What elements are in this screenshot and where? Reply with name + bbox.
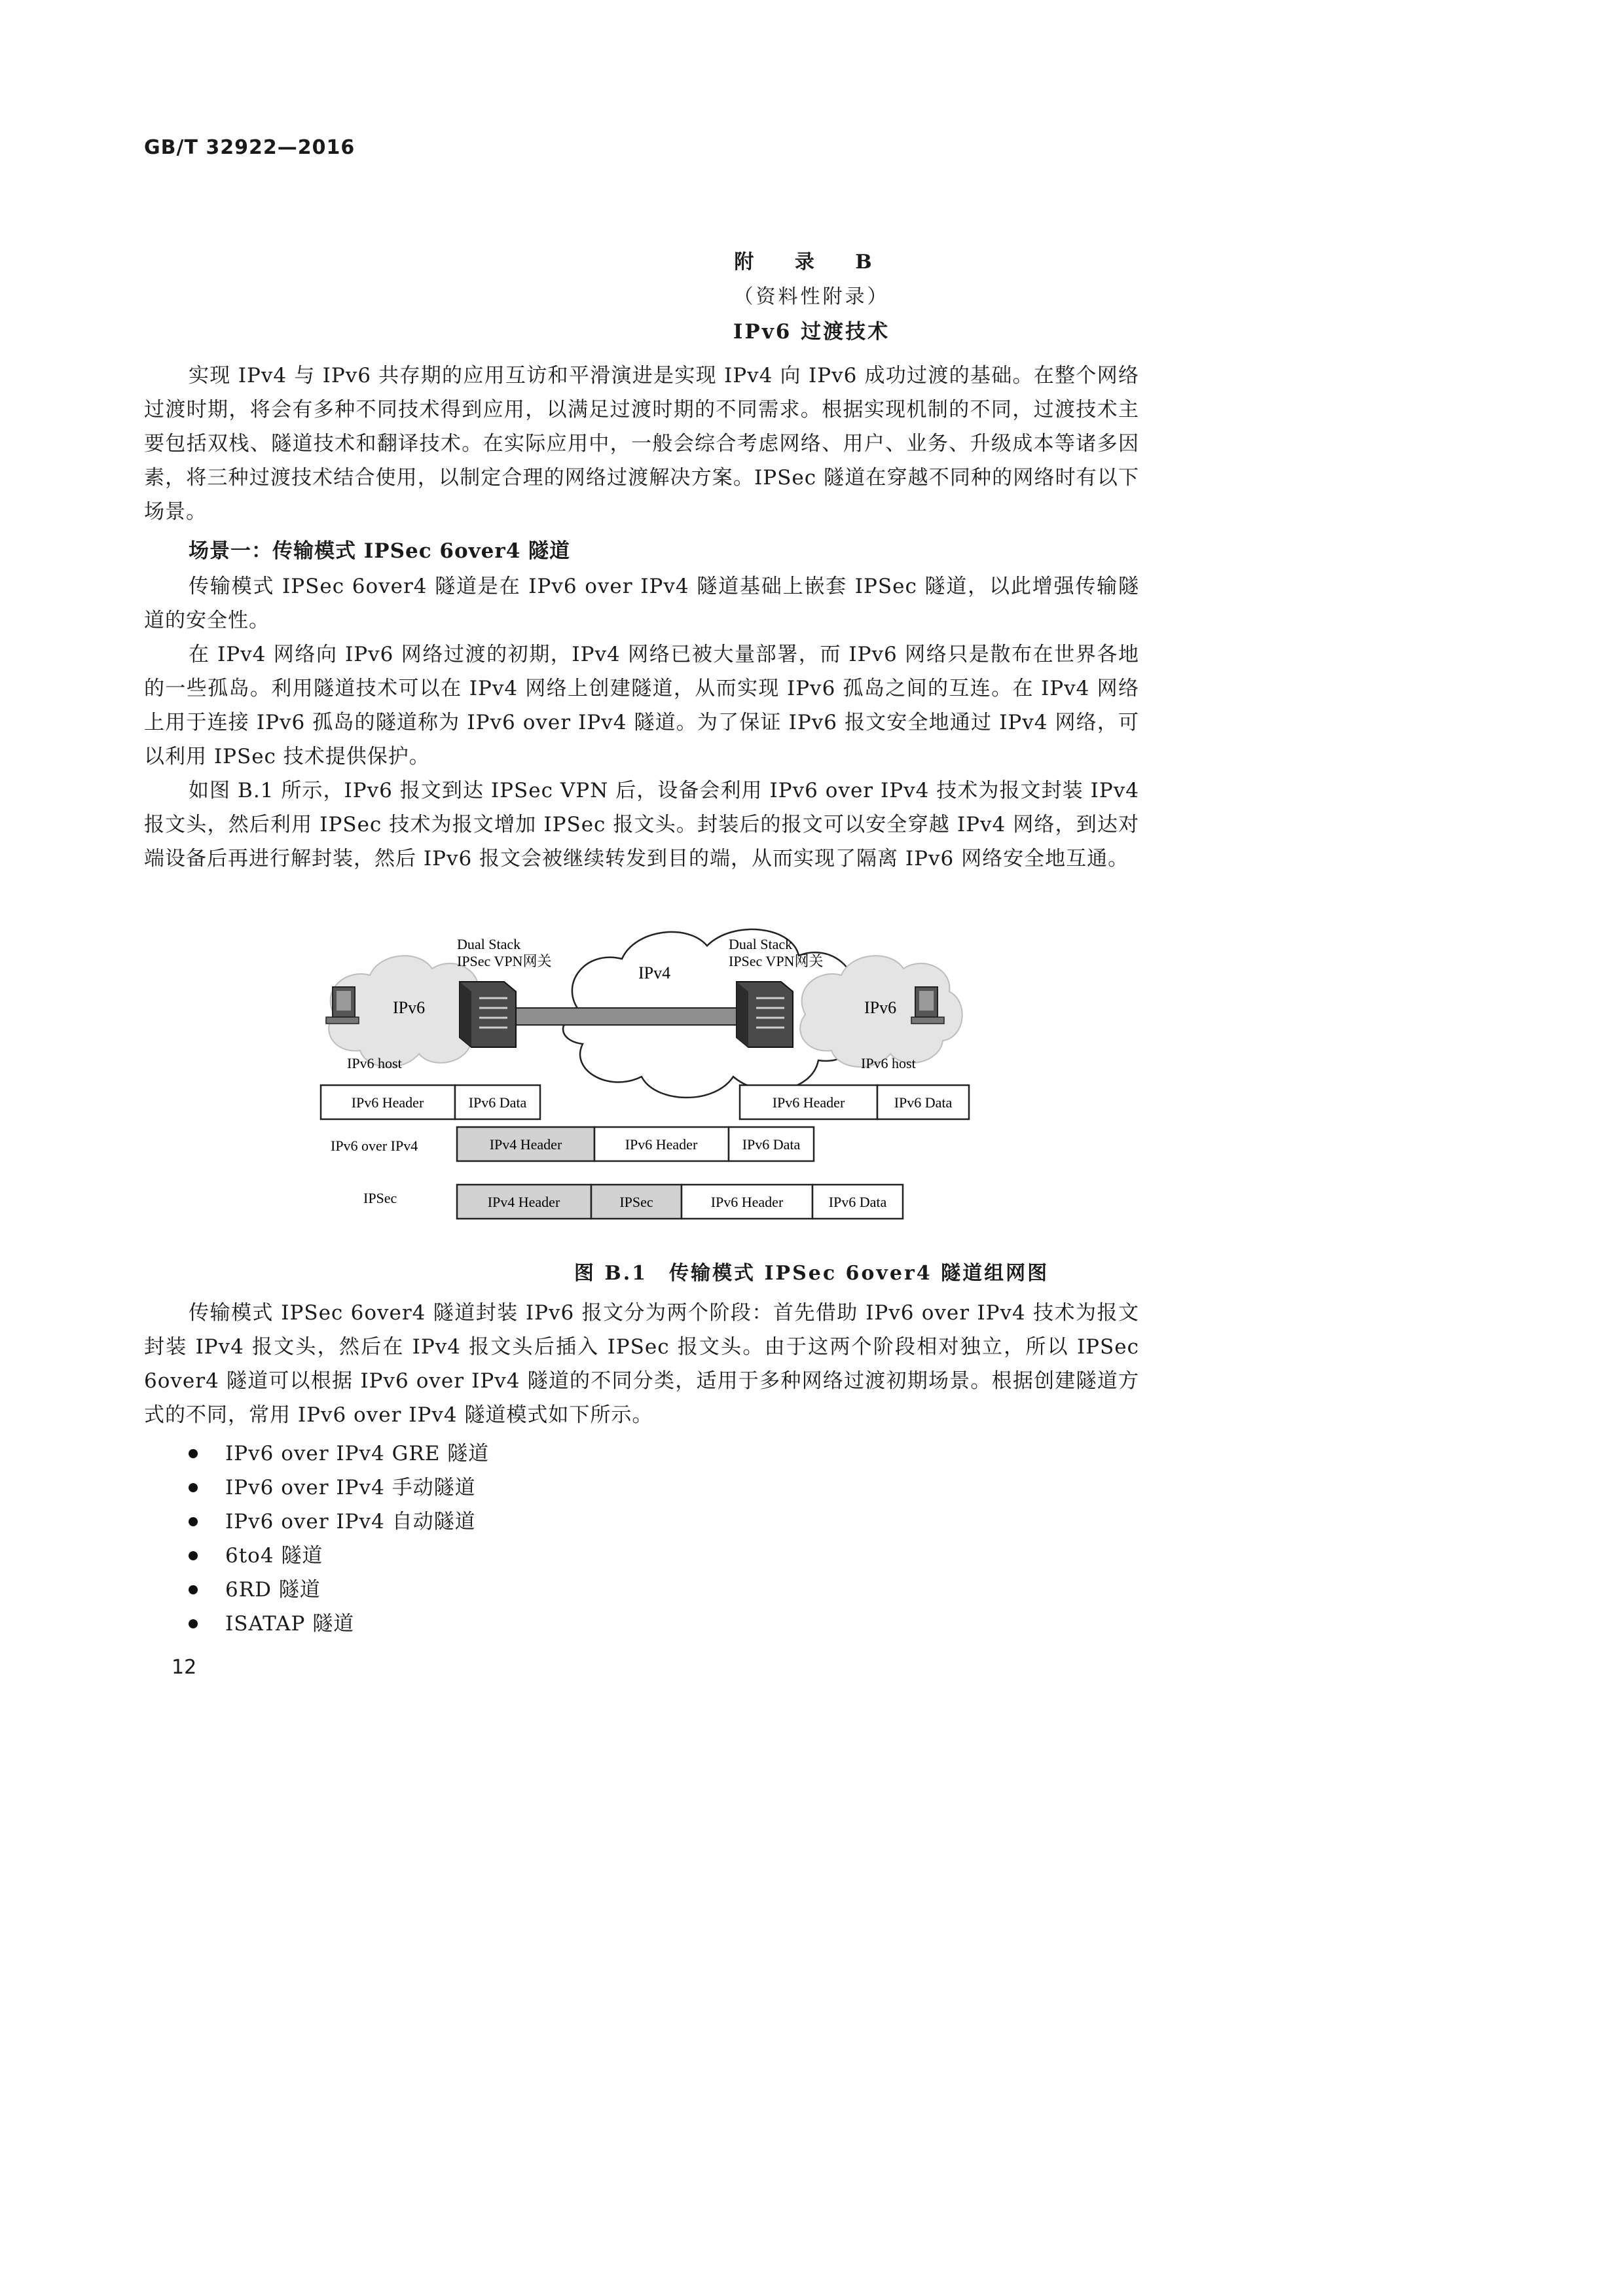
list-item — [183, 1573, 489, 1607]
list-item — [183, 1505, 489, 1539]
host-left-label: IPv6 host — [347, 1055, 402, 1071]
scene1-heading: 场景一：传输模式 IPSec 6over4 隧道 — [189, 539, 571, 563]
list-item-text: ISATAP 隧道 — [225, 1612, 355, 1636]
host-right-label: IPv6 host — [861, 1055, 916, 1071]
packet-ipsec-cell-4: IPv6 Data — [828, 1194, 887, 1210]
list-item-text: IPv6 over IPv4 自动隧道 — [225, 1510, 476, 1534]
bullet-dot-icon — [189, 1551, 198, 1560]
paragraph-3: 如图 B.1 所示，IPv6 报文到达 IPSec VPN 后，设备会利用 IPv6 over IPv4 技术为报文封装 IPv4 报文头，然后利用 IPSec 技术为报文增加 IPSec 报文头。封装后的报文可以安全穿越 IPv4 网络，到达对端设备后再进行解封装，然后 IPv6 报文会被继续转发到目的端，从而实现了隔离 IPv6 网络安全地互通。 — [144, 779, 1139, 870]
tunnel-bar — [514, 1008, 740, 1025]
bullet-dot-icon — [189, 1449, 198, 1458]
gateway-right-label-1: Dual Stack — [729, 936, 793, 952]
annex-label: 附 录 B — [734, 251, 889, 274]
cloud-center-label: IPv4 — [638, 963, 671, 982]
list-item — [183, 1471, 489, 1505]
bullet-dot-icon — [189, 1619, 198, 1628]
standard-code: GB/T 32922—2016 — [144, 136, 356, 159]
intro-paragraph: 实现 IPv4 与 IPv6 共存期的应用互访和平滑演进是实现 IPv4 向 IPv6 成功过渡的基础。在整个网络过渡时期，将会有多种不同技术得到应用，以满足过渡时期的不同需求。根据实现机制的不同，过渡技术主要包括双栈、隧道技术和翻译技术。在实际应用中，一般会综合考虑网络、用户、业务、升级成本等诸多因素，将三种过渡技术结合使用，以制定合理的网络过渡解决方案。IPSec 隧道在穿越不同种的网络时有以下场景。 — [144, 364, 1139, 524]
packet-over-cell-1: IPv4 Header — [489, 1136, 562, 1153]
page-number: 12 — [172, 1656, 197, 1679]
gateway-left-label-1: Dual Stack — [457, 936, 521, 952]
packet-right-cell-2: IPv6 Data — [894, 1094, 953, 1111]
tunnel-mode-list — [183, 1437, 489, 1641]
gateway-left-label-2: IPSec VPN网关 — [457, 953, 552, 969]
list-item-text: IPv6 over IPv4 GRE 隧道 — [225, 1442, 490, 1465]
gateway-left-icon — [460, 982, 516, 1047]
paragraph-4: 传输模式 IPSec 6over4 隧道封装 IPv6 报文分为两个阶段：首先借助 IPv6 over IPv4 技术为报文封装 IPv4 报文头，然后在 IPv4 报文头后插入 IPSec 报文头。由于这两个阶段相对独立，所以 IPSec 6over4 隧道可以根据 IPv6 over IPv4 隧道的不同分类，适用于多种网络过渡初期场景。根据创建隧道方式的不同，常用 IPv6 over IPv4 隧道模式如下所示。 — [144, 1301, 1139, 1427]
gateway-right-label-2: IPSec VPN网关 — [729, 953, 824, 969]
annex-type: （资料性附录） — [733, 285, 890, 308]
bullet-dot-icon — [189, 1517, 198, 1526]
packet-right-cell-1: IPv6 Header — [772, 1094, 845, 1111]
list-item — [183, 1539, 489, 1573]
packet-left-cell-1: IPv6 Header — [351, 1094, 424, 1111]
paragraph-2: 在 IPv4 网络向 IPv6 网络过渡的初期，IPv4 网络已被大量部署，而 IPv6 网络只是散布在世界各地的一些孤岛。利用隧道技术可以在 IPv4 网络上创建隧道，从而实现 IPv6 孤岛之间的互连。在 IPv4 网络上用于连接 IPv6 孤岛的隧道称为 IPv6 over IPv4 隧道。为了保证 IPv6 报文安全地通过 IPv4 网络，可以利用 IPSec 技术提供保护。 — [144, 643, 1139, 768]
bullet-dot-icon — [189, 1483, 198, 1492]
packet-left-cell-2: IPv6 Data — [468, 1094, 527, 1111]
list-item — [183, 1437, 489, 1471]
list-item-text: IPv6 over IPv4 手动隧道 — [225, 1476, 476, 1499]
list-item-text: 6RD 隧道 — [225, 1578, 321, 1602]
cloud-left-label: IPv6 — [393, 998, 426, 1017]
packet-ipsec-cell-3: IPv6 Header — [710, 1194, 784, 1210]
figure-b1-diagram — [308, 916, 1316, 1237]
list-item — [183, 1607, 489, 1641]
annex-title: IPv6 过渡技术 — [733, 320, 890, 344]
paragraph-1: 传输模式 IPSec 6over4 隧道是在 IPv6 over IPv4 隧道基础上嵌套 IPSec 隧道，以此增强传输隧道的安全性。 — [144, 575, 1139, 632]
gateway-right-icon — [737, 982, 793, 1047]
row-label-over: IPv6 over IPv4 — [331, 1138, 418, 1154]
packet-ipsec-cell-1: IPv4 Header — [487, 1194, 560, 1210]
bullet-dot-icon — [189, 1585, 198, 1594]
packet-ipsec-cell-2: IPSec — [619, 1194, 653, 1210]
figure-caption: 图 B.1 传输模式 IPSec 6over4 隧道组网图 — [574, 1262, 1049, 1285]
packet-over-cell-3: IPv6 Data — [742, 1136, 801, 1153]
row-label-ipsec: IPSec — [363, 1190, 397, 1206]
cloud-right-label: IPv6 — [864, 998, 897, 1017]
list-item-text: 6to4 隧道 — [225, 1544, 323, 1568]
packet-over-cell-2: IPv6 Header — [625, 1136, 698, 1153]
